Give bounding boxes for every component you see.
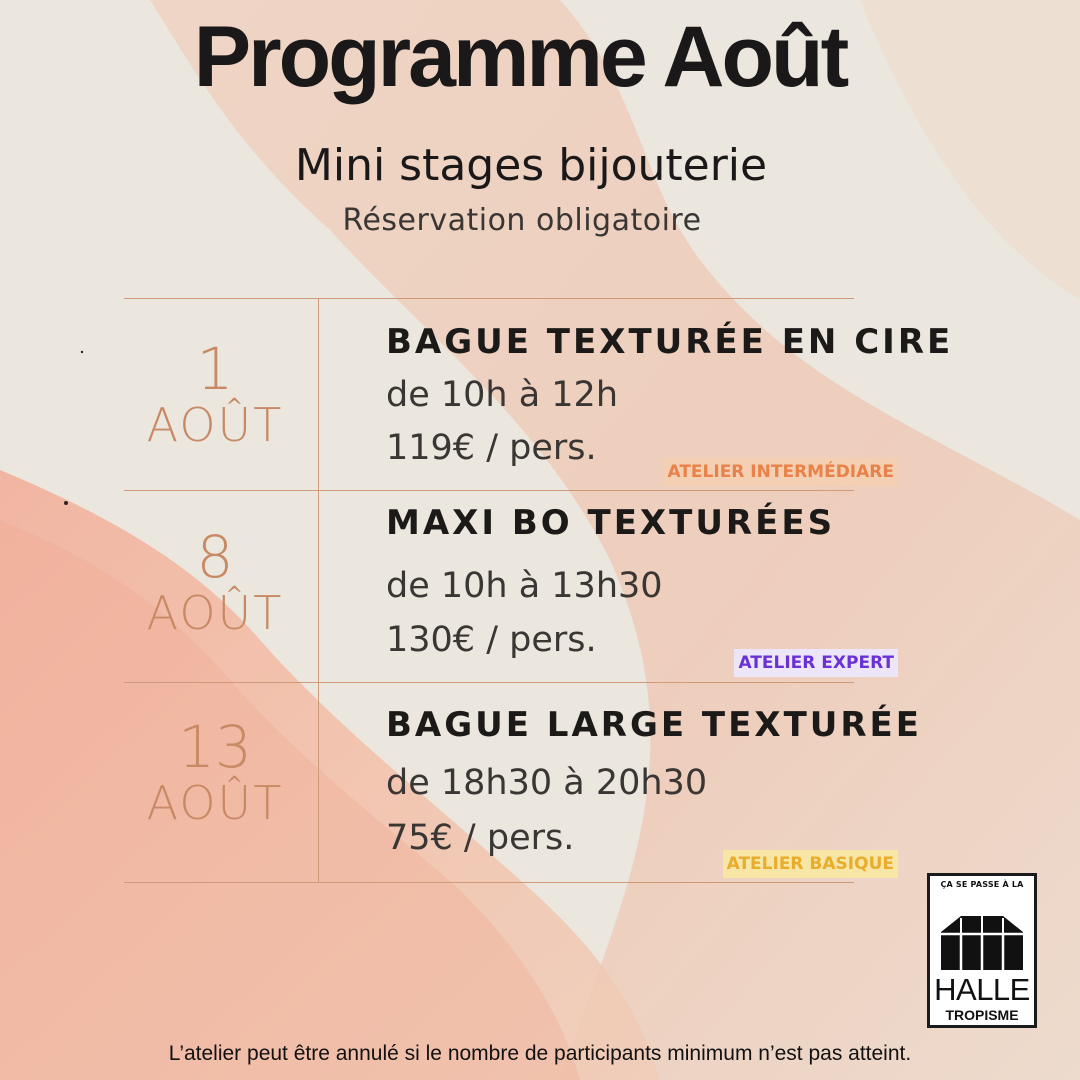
logo-tagline: ÇA SE PASSE À LA: [940, 880, 1024, 889]
greenhouse-icon: [937, 910, 1027, 972]
event-day: 1: [196, 335, 234, 403]
logo-name-line1: HALLE: [934, 972, 1030, 1007]
cancellation-disclaimer: L’atelier peut être annulé si le nombre de participants minimum n’est pas atteint.: [168, 1042, 912, 1065]
event-month: AOÛT: [146, 398, 284, 452]
divider-line: [124, 882, 854, 883]
event-time: de 10h à 12h: [386, 375, 619, 415]
event-month: AOÛT: [146, 776, 284, 830]
page-subtitle: Mini stages bijouterie: [294, 140, 768, 191]
reservation-note: Réservation obligatoire: [342, 203, 702, 238]
event-month: AOÛT: [146, 586, 284, 640]
event-date: [124, 713, 306, 830]
divider-line: [124, 490, 854, 491]
level-badge-expert: ATELIER EXPERT: [734, 649, 898, 677]
halle-tropisme-logo: [927, 873, 1037, 1028]
event-day: 13: [178, 713, 252, 781]
event-date: [124, 523, 306, 640]
event-title: BAGUE LARGE TEXTURÉE: [386, 705, 922, 745]
level-badge-basic: ATELIER BASIQUE: [723, 850, 898, 878]
event-price: 119€ / pers.: [386, 428, 597, 468]
page-title: Programme Août: [193, 9, 847, 105]
event-time: de 18h30 à 20h30: [386, 763, 708, 803]
logo-name-line2: TROPISME: [945, 1007, 1019, 1023]
event-date: [124, 335, 306, 452]
event-time: de 10h à 13h30: [386, 566, 663, 606]
event-price: 75€ / pers.: [386, 818, 575, 858]
level-badge-intermediate: ATELIER INTERMÉDIARE: [663, 458, 898, 486]
event-title: BAGUE TEXTURÉE EN CIRE: [386, 322, 954, 362]
event-title: MAXI BO TEXTURÉES: [386, 503, 836, 543]
event-day: 8: [196, 523, 234, 591]
divider-line: [124, 298, 854, 299]
column-divider: [318, 298, 319, 882]
event-price: 130€ / pers.: [386, 620, 597, 660]
divider-line: [124, 682, 854, 683]
